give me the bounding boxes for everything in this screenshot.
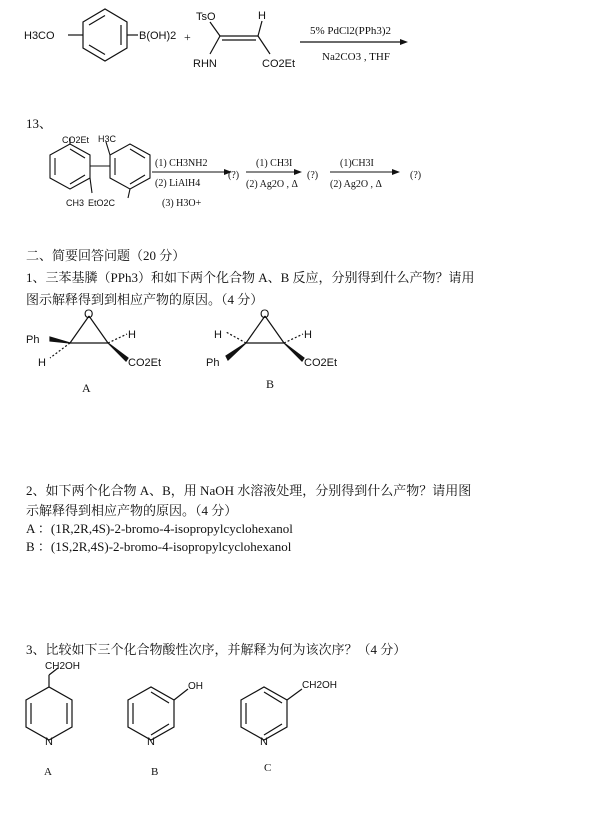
ester-substituent-1: CO2Et	[62, 135, 90, 145]
anisyl-boronic-acid-structure	[68, 9, 138, 61]
epoxide-a-ph: Ph	[26, 334, 40, 346]
epoxide-a-structure	[50, 316, 128, 361]
pyridine-a-nitrogen: N	[45, 736, 53, 748]
epoxide-b-h-left: H	[214, 329, 222, 341]
epoxide-structures	[0, 306, 590, 401]
step-2-reagent-2: (2) Ag2O , Δ	[246, 179, 298, 190]
problem-13-number: 13、	[26, 116, 53, 131]
q3-text-line: 3、比较如下三个化合物酸性次序，并解释为何为该次序？（4 分）	[26, 642, 407, 657]
epoxide-a-h-left: H	[38, 357, 46, 369]
pyridine-c-substituent: CH2OH	[302, 680, 338, 691]
step-1-reagent-3: (3) H3O+	[162, 198, 202, 209]
epoxide-a-ester: CO2Et	[128, 357, 162, 369]
pyridine-c-label: C	[264, 762, 272, 774]
step-3-reagent-1: (1)CH3I	[340, 158, 374, 169]
pyridine-c-nitrogen: N	[260, 736, 268, 748]
pyridine-b-substituent: OH	[188, 681, 203, 692]
epoxide-a-label: A	[82, 381, 91, 395]
epoxide-a-oxygen: O	[84, 307, 94, 321]
catalyst-label: 5% PdCl2(PPh3)2	[310, 25, 391, 37]
arrow-step-2-head	[294, 169, 302, 175]
epoxide-b-label: B	[266, 377, 275, 391]
arrow-step-3-head	[392, 169, 400, 175]
pyridine-a-substituent: CH2OH	[45, 661, 81, 672]
reaction-12-scheme	[0, 0, 590, 100]
methyl-substituent-2: CH3	[66, 198, 85, 208]
ester-substituent-2: EtO2C	[88, 198, 116, 208]
pyridine-b-structure	[128, 687, 188, 740]
biphenyl-structure	[50, 138, 150, 198]
pyridine-c-structure	[241, 687, 302, 740]
q2-compound-b: B ：(1S,2R,4S)-2-bromo-4-isopropylcyclohexanol	[26, 539, 292, 554]
q1-text-line-1: 1、三苯基膦（PPh3）和如下两个化合物 A、B 反应，分别得到什么产物？请用	[26, 270, 475, 285]
rhn-label: RHN	[193, 58, 217, 70]
q2-text-line-1: 2、如下两个化合物 A、B，用 NaOH 水溶液处理，分别得到什么产物？请用图	[26, 483, 472, 498]
step-1-reagent-1: (1) CH3NH2	[155, 158, 208, 169]
q1-text-line-2: 图示解释得到到相应产物的原因。（4 分）	[26, 292, 264, 307]
section-heading: 二、简要回答问题（20 分）	[26, 248, 186, 263]
step-2-reagent-1: (1) CH3I	[256, 158, 293, 169]
problem-13-scheme	[0, 130, 590, 220]
unknown-1: (?)	[228, 170, 240, 181]
unknown-3: (?)	[410, 170, 422, 181]
epoxide-a-h-right: H	[128, 329, 136, 341]
enamine-structure	[210, 21, 270, 54]
epoxide-b-oxygen: O	[260, 307, 270, 321]
pyridine-a-label: A	[44, 766, 52, 778]
epoxide-b-h-right: H	[304, 329, 312, 341]
epoxide-b-ph: Ph	[206, 357, 220, 369]
pyridine-a-structure	[26, 668, 72, 740]
boronic-acid-label: B(OH)2	[139, 30, 177, 42]
vinyl-h-label: H	[258, 10, 266, 22]
pyridine-structures	[0, 655, 590, 785]
q2-compound-a: A ：(1R,2R,4S)-2-bromo-4-isopropylcyclohexanol	[26, 521, 293, 536]
plus-sign: +	[184, 30, 191, 44]
methyl-substituent-1: H3C	[98, 134, 117, 144]
unknown-2: (?)	[307, 170, 319, 181]
methoxy-label: H3CO	[24, 30, 55, 42]
tso-label: TsO	[196, 11, 216, 23]
epoxide-b-structure	[226, 316, 304, 361]
pyridine-b-label: B	[151, 766, 159, 778]
ester-label: CO2Et	[262, 58, 296, 70]
epoxide-b-ester: CO2Et	[304, 357, 338, 369]
pyridine-b-nitrogen: N	[147, 736, 155, 748]
q2-text-line-2: 示解释得到相应产物的原因。（4 分）	[26, 503, 238, 518]
step-3-reagent-2: (2) Ag2O , Δ	[330, 179, 382, 190]
step-1-reagent-2: (2) LiAlH4	[155, 178, 201, 189]
reaction-arrow	[300, 39, 408, 45]
conditions-label: Na2CO3 , THF	[322, 51, 390, 63]
